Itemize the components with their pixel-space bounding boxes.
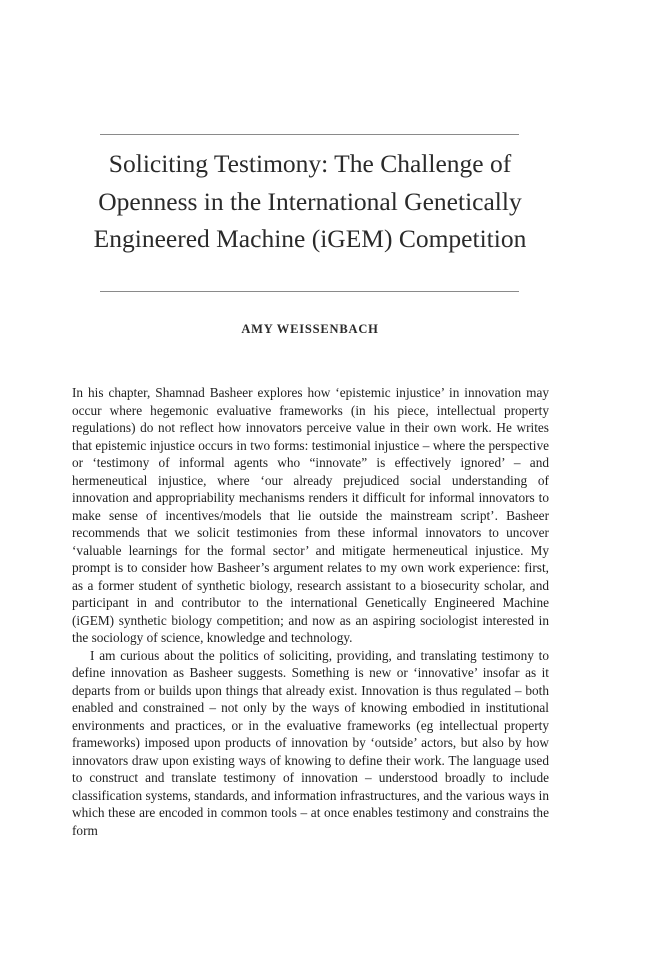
chapter-title: Soliciting Testimony: The Challenge of Openness in the International Genetically Engineered Machine (iGEM) Competition xyxy=(93,149,527,253)
body-paragraph-2: I am curious about the politics of soliciting, providing, and translating testimony to define innovation as Basheer suggests. Something is new or ‘innovative’ insofar as it departs from or builds upon things that already exist. Innovation is thus regulated – both enabled and constrained – not only by the ways of knowing embodied in institutional environments and practices, or in the evaluative frameworks (eg intellectual property frameworks) imposed upon products of innovation by ‘outside’ actors, but also by how innovators draw upon existing ways of knowing to define their work. The language used to construct and translate testimony of innovation – understood broadly to include classification systems, standards, and information infrastructures, and the various ways in which these are encoded in common tools – at once enables testimony and constrains the form xyxy=(72,647,549,838)
author-name: AMY WEISSENBACH xyxy=(241,322,379,336)
title-rule-bottom xyxy=(100,291,519,292)
body-text xyxy=(72,384,549,839)
body-paragraph-1: In his chapter, Shamnad Basheer explores how ‘epistemic injustice’ in innovation may occur where hegemonic evaluative frameworks (in his piece, intellectual property regulations) do not reflect how innovators perceive value in their own work. He writes that epistemic injustice occurs in two forms: testimonial injustice – where the perspective or ‘testimony of informal agents who “innovate” is effectively ignored’ – and hermeneutical injustice, where ‘our already prejudiced social understanding of innovation and appropriability mechanisms renders it difficult for informal innovators to make sense of incentives/models that lie outside the mainstream script’. Basheer recommends that we solicit testimonies from these informal innovators to uncover ‘valuable learnings for the formal sector’ and mitigate hermeneutical injustice. My prompt is to consider how Basheer’s argument relates to my own work experience: first, as a former student of synthetic biology, research assistant to a biosecurity scholar, and participant in and contributor to the international Genetically Engineered Machine (iGEM) synthetic biology competition; and now as an aspiring sociologist interested in the sociology of science, knowledge and technology. xyxy=(72,385,549,645)
title-rule-top xyxy=(100,134,519,135)
